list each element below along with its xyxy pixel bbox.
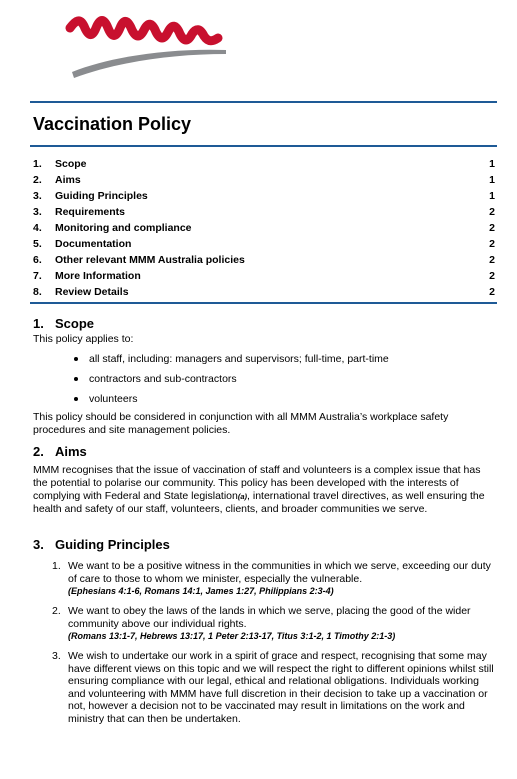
scripture-reference: (Romans 13:1-7, Hebrews 13:17, 1 Peter 2:13-17, Titus 3:1-2, 1 Timothy 2:1-3) [68,631,396,641]
bullet-icon [74,377,78,381]
scope-bullet-list [72,352,389,412]
list-item: contractors and sub-contractors [72,372,389,392]
section-heading-guiding-principles: 3. Guiding Principles [33,537,170,552]
list-item: 1. We want to be a positive witness in the communities in which we serve, exceeding our duty of care to those to whom we minister, especially the vulnerable. (Ephesians 4:1-6, Romans 14:1, James 1:27, Philippians 2:3-4) [52,560,495,597]
toc-label: Guiding Principles [55,190,148,202]
toc-row[interactable]: 3. Guiding Principles 1 [33,190,495,202]
toc-label: Aims [55,174,81,186]
logo-red-wave [70,21,218,41]
toc-page: 2 [489,206,495,218]
toc-label: Review Details [55,286,129,298]
toc-row[interactable]: 1. Scope 1 [33,158,495,170]
header-top-rule [30,101,497,103]
toc-page: 2 [489,270,495,282]
toc-page: 1 [489,158,495,170]
aims-text: MMM recognises that the issue of vaccination of staff and volunteers is a complex issue that has the potential to polarise our community. This policy has been developed with the interests of complying with Federal and State legislation(a), international travel directives, as well ensuring the health and safety of our staff, volunteers, clients, and broader communities we serve. [33,464,485,515]
toc-page: 1 [489,190,495,202]
list-item: volunteers [72,392,389,412]
toc-page: 2 [489,222,495,234]
table-of-contents [33,156,495,300]
toc-row[interactable]: 7. More Information 2 [33,270,495,282]
toc-label: Monitoring and compliance [55,222,192,234]
bullet-icon [74,397,78,401]
toc-page: 2 [489,286,495,298]
toc-row[interactable]: 8. Review Details 2 [33,286,495,298]
toc-page: 1 [489,174,495,186]
list-item: 3. We wish to undertake our work in a spirit of grace and respect, recognising that some may have different views on this topic and we will respect the right to different opinions whilst still ensuring compliance with our legal, ethical and relational obligations. Individuals working and volunteering with MMM have full discretion in their decision to take up a vaccination or not, however a decision not to be vaccinated may result in limitations on the work and ministry that can then be undertaken. [52,650,494,725]
toc-label: Documentation [55,238,132,250]
section-heading-scope: 1. Scope [33,316,95,331]
toc-row[interactable]: 4. Monitoring and compliance 2 [33,222,495,234]
toc-row[interactable]: 3. Requirements 2 [33,206,495,218]
scope-outro: This policy should be considered in conjunction with all MMM Australia’s workplace safety procedures and site management policies. [33,411,449,436]
toc-row[interactable]: 2. Aims 1 [33,174,495,186]
page-title: Vaccination Policy [33,114,192,134]
toc-label: Other relevant MMM Australia policies [55,254,245,266]
toc-label: Scope [55,158,87,170]
principles-list [52,560,495,733]
toc-bottom-rule [30,302,497,304]
scripture-reference: (Ephesians 4:1-6, Romans 14:1, James 1:27, Philippians 2:3-4) [68,586,334,596]
toc-label: More Information [55,270,141,282]
toc-row[interactable]: 5. Documentation 2 [33,238,495,250]
logo-grey-swoosh [72,50,226,78]
list-item: 2. We want to obey the laws of the lands in which we serve, placing the good of the wider community above our individual rights. (Romans 13:1-7, Hebrews 13:17, 1 Peter 2:13-17, Titus 3:1-2, 1 Timothy 2:1-3) [52,605,495,642]
scope-intro: This policy applies to: [33,333,134,345]
mmm-logo [62,10,232,82]
toc-page: 2 [489,254,495,266]
list-item: all staff, including: managers and supervisors; full-time, part-time [72,352,389,372]
toc-row[interactable]: 6. Other relevant MMM Australia policies 2 [33,254,495,266]
bullet-icon [74,357,78,361]
toc-label: Requirements [55,206,126,218]
toc-page: 2 [489,238,495,250]
section-heading-aims: 2. Aims [33,444,87,459]
header-bottom-rule [30,145,497,147]
